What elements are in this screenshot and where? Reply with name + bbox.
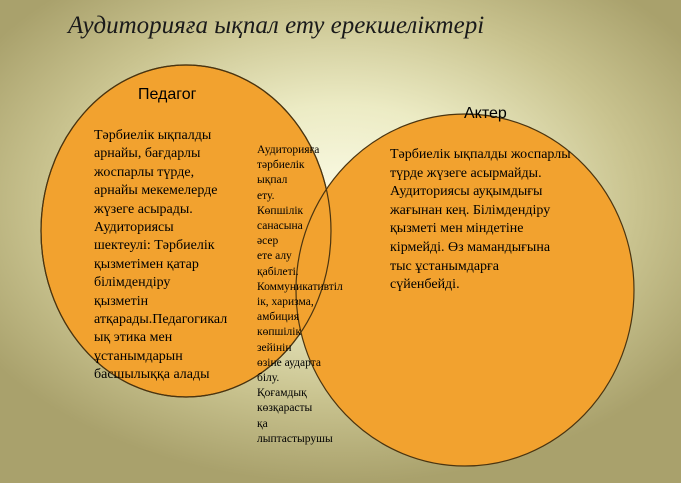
text-line: Аудиториясы [94,220,174,236]
text-line: түрде жүзеге асырмайды. [390,165,542,181]
right-circle-text [390,146,602,295]
text-line: білімдендіру [94,275,171,291]
text-line: санасына әсер [257,220,303,248]
text-line: арнайы, бағдарлы [94,146,201,162]
text-line: лыптастырушы [257,432,333,445]
text-line: ық этика мен [94,330,173,346]
text-line: кірмейді. Өз мамандығына [390,239,551,255]
text-line: басшылыққа алады [94,367,210,383]
left-circle-label: Педагог [138,86,197,103]
text-line: қызметімен қатар [94,256,199,272]
text-line: қызметі мен міндетіне [390,221,524,237]
text-line: сүйенбейді. [390,277,460,293]
text-line: көзқарасты қа [257,402,313,430]
text-line: атқарады.Педагогикал [94,312,228,328]
text-line: жоспарлы түрде, [94,164,195,180]
text-line: амбиция [257,311,299,324]
text-line: жүзеге асырады. [94,201,193,217]
right-circle-label: Актер [464,105,507,122]
text-line: өзіне аударта [257,356,321,369]
text-line: Тәрбиелік ықпалды жоспарлы [390,147,571,162]
text-line: тыс ұстанымдарға [390,258,500,274]
slide-title: Аудиторияға ықпал ету ерекшеліктері [68,12,485,39]
intersection-text [257,143,343,447]
text-line: шектеулі: Тәрбиелік [94,238,215,254]
text-line: ік, харизма, [257,296,314,309]
text-line: ете алу қабілеті. [257,250,299,278]
text-line: Коммуникативтіл [257,280,343,293]
text-line: ұстанымдарын [94,348,183,364]
text-line: ету. Көпшілік [257,189,304,217]
text-line: білу. Қоғамдық [257,372,307,400]
text-line: арнайы мекемелерде [94,183,218,199]
text-line: көпшілік зейінін [257,326,302,354]
text-line: Тәрбиелік ықпалды [94,128,212,143]
left-circle-text [94,127,258,385]
text-line: Аудиториясы ауқымдығы [390,184,543,200]
text-line: қызметін [94,293,149,309]
text-line: Аудиторияға [257,144,320,156]
text-line: жағынан кең. Білімдендіру [390,202,551,218]
text-line: тәрбиелік ықпал [257,159,305,187]
